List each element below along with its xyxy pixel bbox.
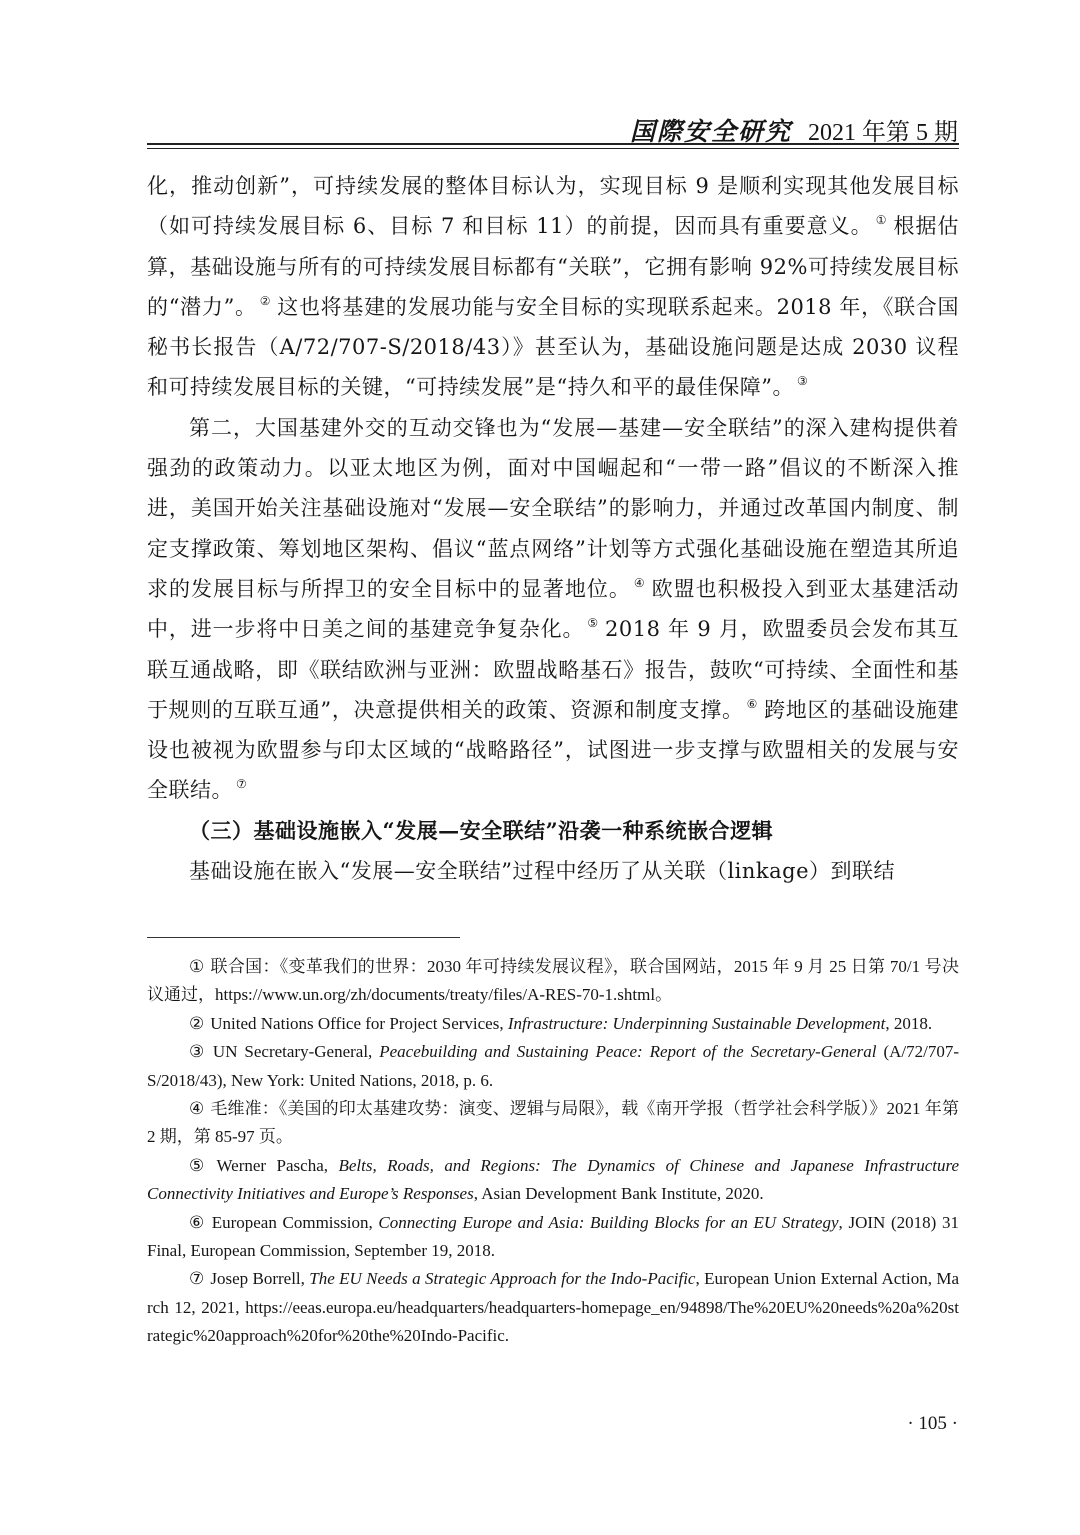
footnote-text: , 2018. [885,1013,933,1033]
footnotes [147,953,959,1351]
footnote-title: Belts, Roads, and Regions: The Dynamics of Chinese and Japanese Infrastructure Connectivity Initiatives and Europe’s Responses [147,1155,959,1204]
footnote-number: ⑤ [189,1155,211,1175]
footnote-text: , European Union External Action, March 12, 2021, https://eeas.europa.eu/headquarters/headquarters-homepage_en/94898/The%20EU%20needs%20a%20strategic%20approach%20for%20the%20Indo-Pacific. [147,1269,960,1346]
footnote-text: Josep Borrell, [210,1269,310,1289]
footnote-2 [147,1010,959,1038]
footnote-number: ⑥ [189,1212,206,1232]
header-rule [147,143,959,145]
issue-label: 2021 年第 5 期 [808,120,958,146]
footnote-text: 联合国：《变革我们的世界：2030 年可持续发展议程》，联合国网站，2015 年 9 月 25 日第 70/1 号决议通过，https://www.un.org/zh/documents/treaty/files/A-RES-70-1.shtml。 [147,957,959,1005]
footnote-6 [147,1209,959,1266]
footnote-text: European Commission, [211,1212,379,1232]
footnote-number: ② [189,1013,205,1033]
paragraph-text: 化，推动创新”，可持续发展的整体目标认为，实现目标 9 是顺利实现其他发展目标（如可持续发展目标 6、目标 7 和目标 11）的前提，因而具有重要意义。 [147,174,959,239]
footnote-text: UN Secretary-General, [212,1042,380,1062]
footnote-ref-7[interactable]: ⑦ [236,777,248,792]
footnote-text: Werner Pascha, [216,1155,339,1175]
footnote-title: Infrastructure: Underpinning Sustainable Development [507,1013,886,1033]
footnote-ref-3[interactable]: ③ [796,374,809,389]
footnote-5 [147,1152,959,1209]
paragraph-1 [147,166,959,408]
footnote-title: The EU Needs a Strategic Approach for the Indo-Pacific [309,1269,696,1289]
footnote-3 [147,1038,959,1095]
footnote-7 [147,1265,959,1350]
footnote-title: Connecting Europe and Asia: Building Blocks for an EU Strategy [378,1212,839,1232]
paragraph-text: 根据估算，基础设施与所有的可持续发展目标都有“关联”，它拥有影响 92%可持续发展目标的“潜力”。 [147,214,959,319]
body-text [147,166,959,891]
footnote-ref-2[interactable]: ② [259,293,272,308]
footnote-text: 毛维准：《美国的印太基建攻势：演变、逻辑与局限》，载《南开学报（哲学社会科学版）》2021 年第 2 期，第 85-97 页。 [147,1099,959,1147]
paragraph-text: 第二，大国基建外交的互动交锋也为“发展—基建—安全联结”的深入建构提供着强劲的政策动力。以亚太地区为例，面对中国崛起和“一带一路”倡议的不断深入推进，美国开始关注基础设施对“发展—安全联结”的影响力，并通过改革国内制度、制定支撑政策、筹划地区架构、倡议“蓝点网络”计划等方式强化基础设施在塑造其所追求的发展目标与所捍卫的安全目标中的显著地位。 [147,415,959,601]
paragraph-text: 跨地区的基础设施建设也被视为欧盟参与印太区域的“战略路径”，试图进一步支撑与欧盟相关的发展与安全联结。 [147,697,959,803]
page-number: · 105 · [907,1413,958,1434]
footnote-number: ① [189,957,205,976]
footnote-text: (A/72/707-S/2018/43), New York: United Nations, 2018, p. 6. [147,1042,960,1090]
section-heading: （三）基础设施嵌入“发展—安全联结”沿袭一种系统嵌合逻辑 [189,817,774,843]
footnote-1 [147,953,959,1010]
paragraph-text: 这也将基建的发展功能与安全目标的实现联系起来。2018 年，《联合国秘书长报告（A/72/707-S/2018/43）》甚至认为，基础设施问题是达成 2030 议程和可持续发展目标的关键，“可持续发展”是“持久和平的最佳保障”。 [147,294,959,400]
footnote-title: Peacebuilding and Sustaining Peace: Report of the Secretary-General [379,1042,877,1062]
footnote-rule [147,937,460,938]
footnote-ref-6[interactable]: ⑥ [746,696,759,711]
journal-title: 国際安全研究 [629,119,792,146]
header-rule-thin [147,148,959,149]
paragraph-3: 基础设施在嵌入“发展—安全联结”过程中经历了从关联（linkage）到联结 [189,859,896,884]
footnote-text: United Nations Office for Project Services, [210,1013,508,1033]
footnote-ref-4[interactable]: ④ [633,575,646,590]
footnote-number: ⑦ [189,1269,205,1289]
footnote-ref-1[interactable]: ① [875,213,888,228]
footnote-number: ④ [189,1099,205,1119]
paragraph-text: 欧盟也积极投入到亚太基建活动中，进一步将中日美之间的基建竞争复杂化。 [147,576,960,642]
paragraph-text: 2018 年 9 月，欧盟委员会发布其互联互通战略，即《联结欧洲与亚洲：欧盟战略基石》报告，鼓吹“可持续、全面性和基于规则的互联互通”，决意提供相关的政策、资源和制度支撑。 [147,617,960,722]
footnote-text: , JOIN (2018) 31 Final, European Commission, September 19, 2018. [147,1212,960,1261]
footnote-4 [147,1095,959,1152]
footnote-text: , Asian Development Bank Institute, 2020. [473,1184,764,1204]
paragraph-2 [147,408,959,811]
footnote-ref-5[interactable]: ⑤ [587,616,600,631]
footnote-number: ③ [189,1042,207,1062]
